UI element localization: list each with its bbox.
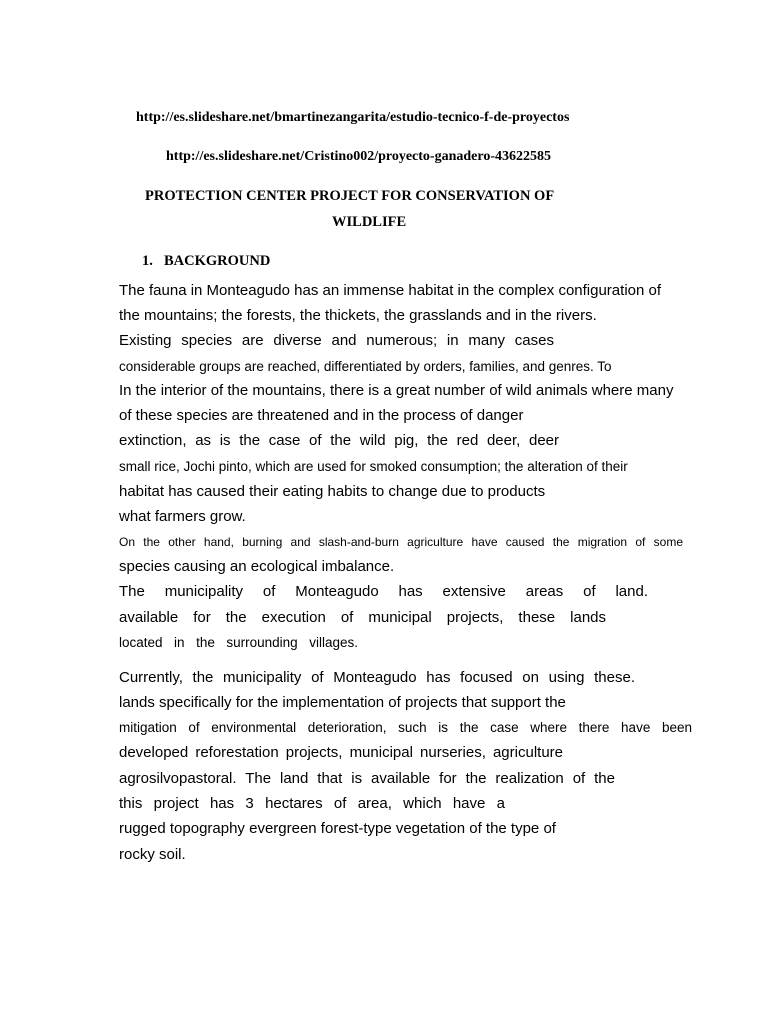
paragraph1-line: available for the execution of municipal projects, these lands: [119, 609, 606, 626]
paragraph1-line: located in the surrounding villages.: [119, 635, 358, 650]
paragraph2-line: rugged topography evergreen forest-type vegetation of the type of: [119, 820, 556, 837]
paragraph1-line: the mountains; the forests, the thickets, the grasslands and in the rivers.: [119, 307, 597, 324]
paragraph2-line: developed reforestation projects, municipal nurseries, agriculture: [119, 744, 563, 761]
section-heading: [142, 253, 270, 270]
section-number: 1.: [142, 253, 153, 269]
paragraph1-line: species causing an ecological imbalance.: [119, 558, 395, 575]
paragraph1-line: extinction, as is the case of the wild pig, the red deer, deer: [119, 432, 559, 449]
paragraph2-line: agrosilvopastoral. The land that is available for the realization of the: [119, 770, 615, 787]
document-title-line-2: WILDLIFE: [332, 214, 407, 230]
paragraph2-line: rocky soil.: [119, 846, 186, 863]
paragraph1-line: habitat has caused their eating habits to change due to products: [119, 483, 546, 500]
paragraph1-line: considerable groups are reached, differentiated by orders, families, and genres. To: [119, 359, 612, 374]
paragraph2-line: Currently, the municipality of Monteagudo has focused on using these.: [119, 669, 635, 686]
paragraph2-line: this project has 3 hectares of area, which have a: [119, 795, 505, 812]
paragraph1-line: Existing species are diverse and numerous; in many cases: [119, 332, 554, 349]
reference-link-1[interactable]: http://es.slideshare.net/bmartinezangarita/estudio-tecnico-f-de-proyectos: [136, 110, 570, 125]
paragraph2-line: mitigation of environmental deterioration, such is the case where there have been: [119, 720, 692, 735]
paragraph1-line: of these species are threatened and in the process of danger: [119, 407, 524, 424]
paragraph1-line: In the interior of the mountains, there is a great number of wild animals where many: [119, 382, 674, 399]
paragraph1-line: The fauna in Monteagudo has an immense habitat in the complex configuration of: [119, 282, 662, 299]
paragraph1-line: The municipality of Monteagudo has extensive areas of land.: [119, 583, 648, 600]
reference-link-2[interactable]: http://es.slideshare.net/Cristino002/proyecto-ganadero-43622585: [166, 149, 551, 164]
paragraph1-line: what farmers grow.: [119, 508, 246, 525]
document-title-line-1: PROTECTION CENTER PROJECT FOR CONSERVATION OF: [145, 188, 555, 204]
paragraph1-line: small rice, Jochi pinto, which are used for smoked consumption; the alteration of their: [119, 459, 628, 474]
paragraph2-line: lands specifically for the implementation of projects that support the: [119, 694, 566, 711]
paragraph1-line: On the other hand, burning and slash-and-burn agriculture have caused the migration of some: [119, 535, 683, 549]
section-title: BACKGROUND: [164, 253, 271, 269]
